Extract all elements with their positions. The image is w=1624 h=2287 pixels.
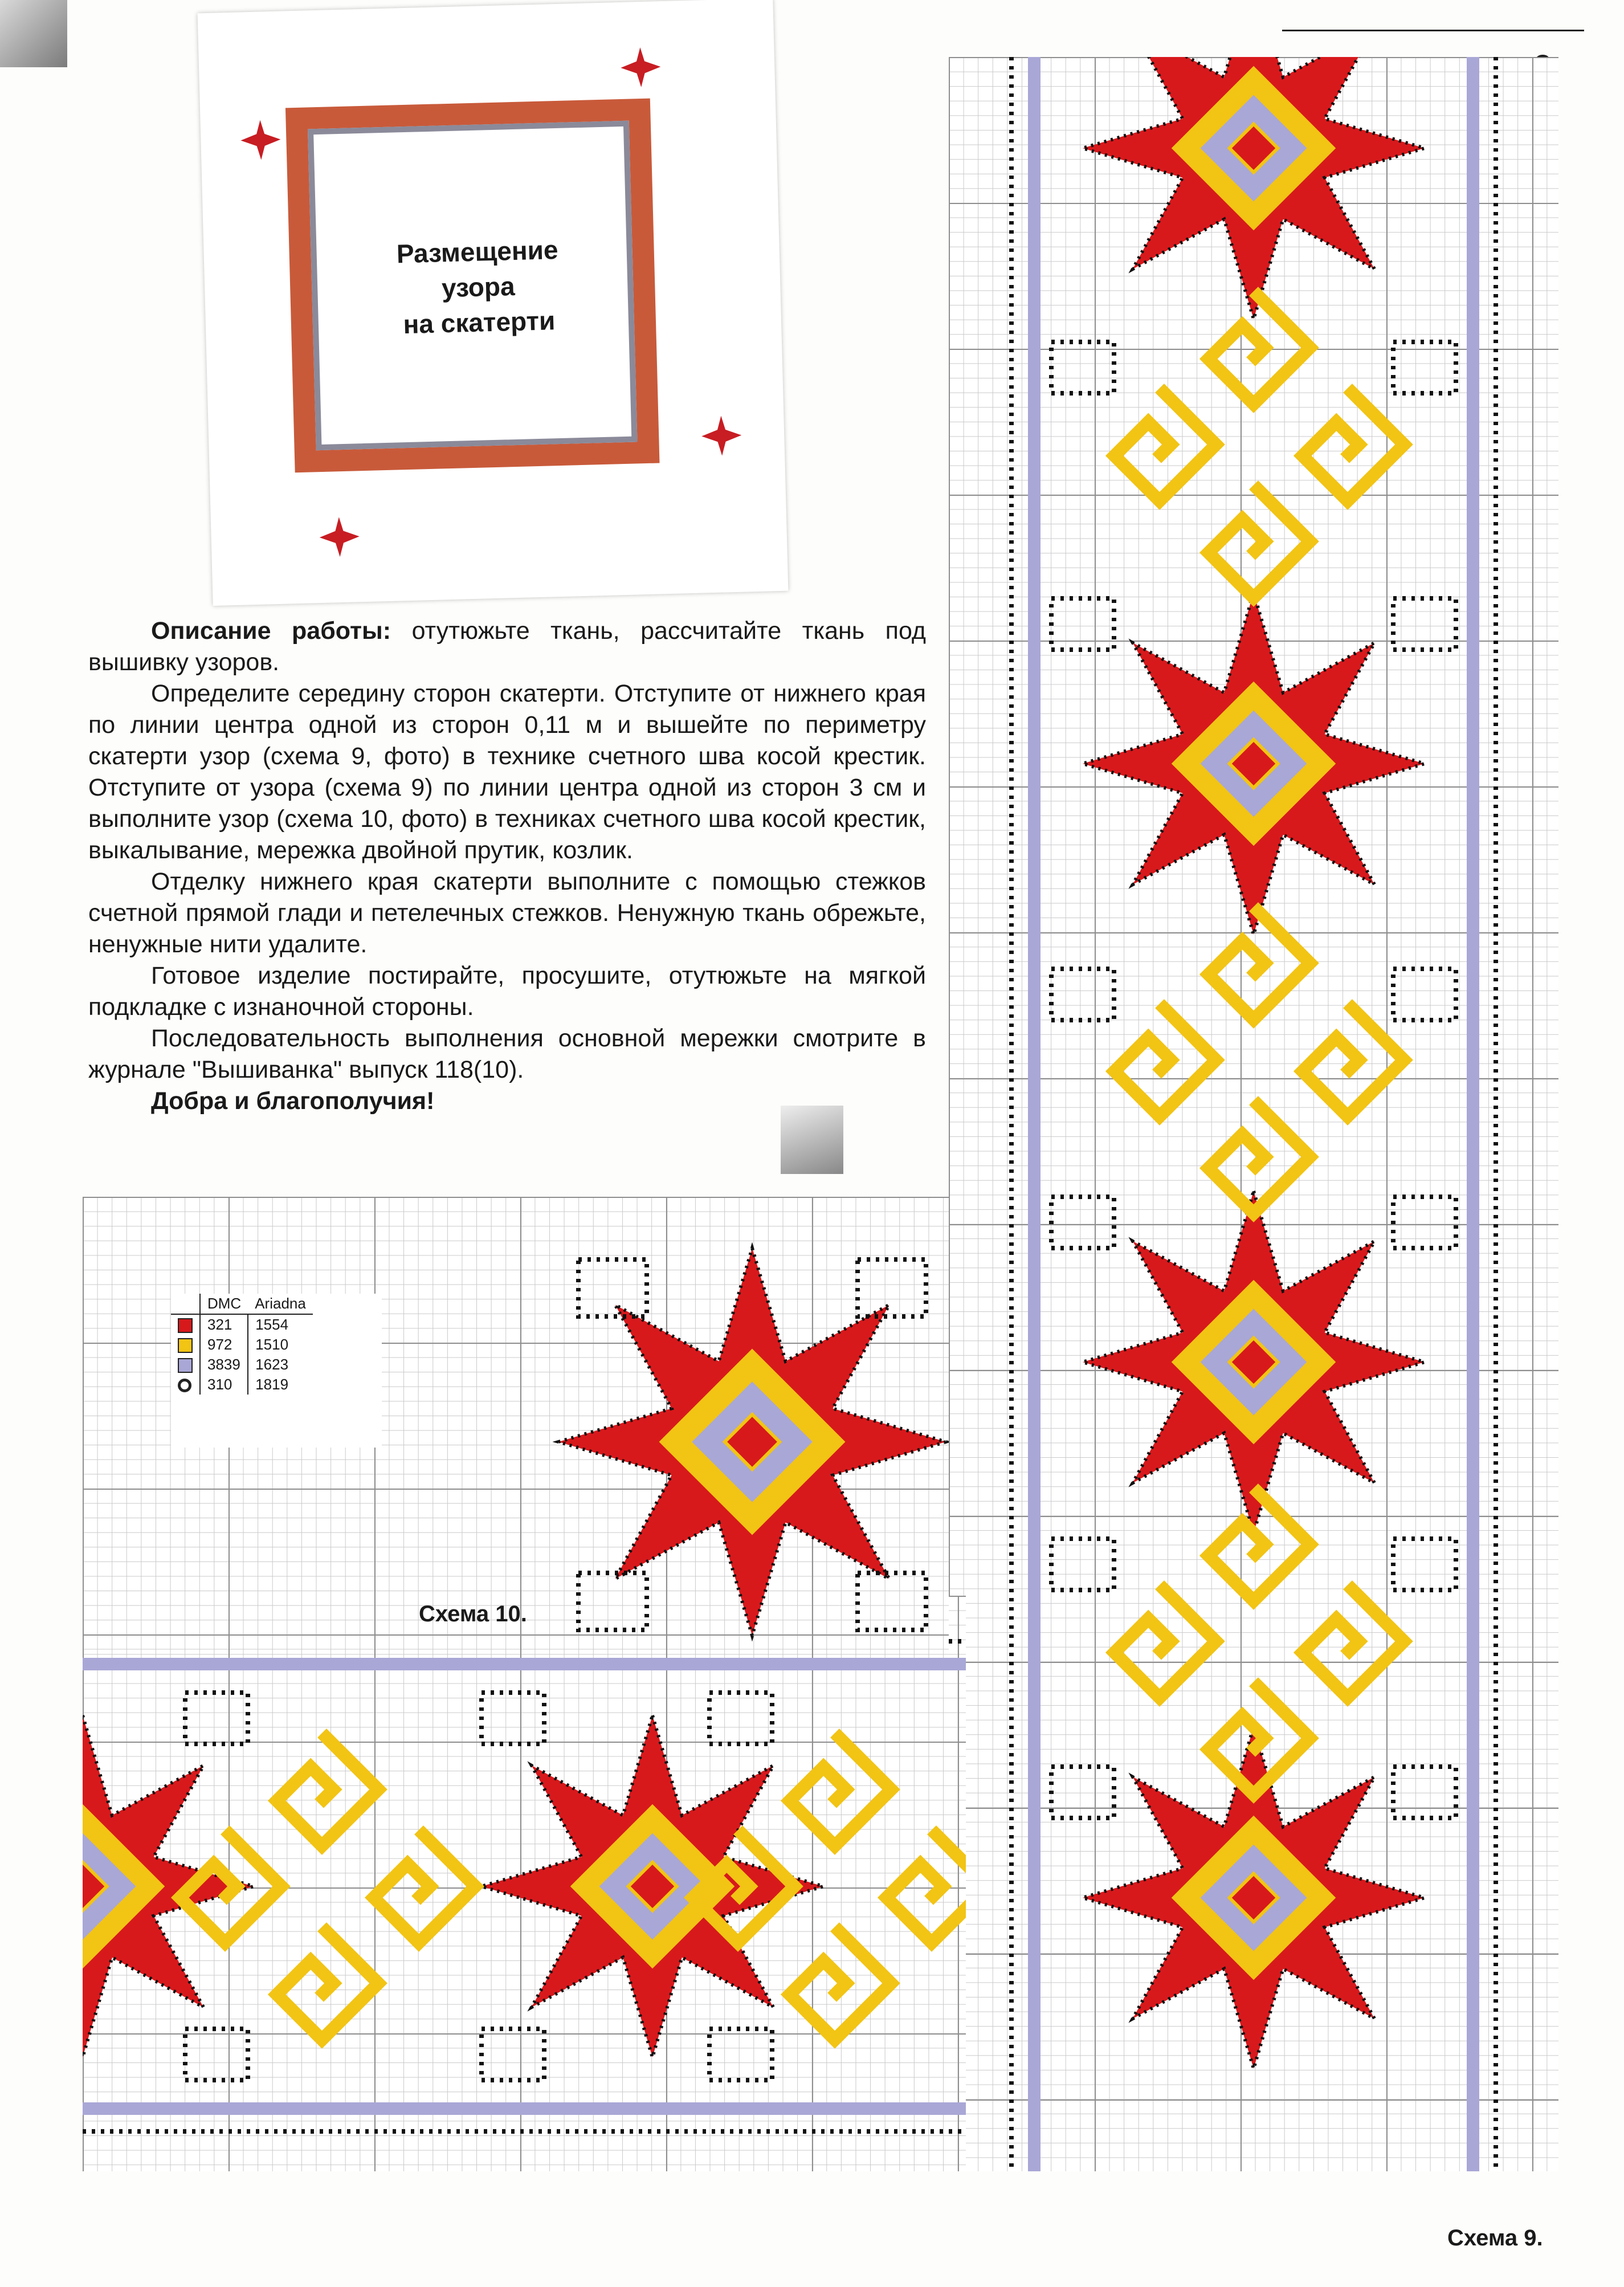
spiral-motif — [1103, 1585, 1216, 1698]
legend-dmc-value: 3839 — [200, 1355, 248, 1375]
legend-row — [171, 1314, 313, 1335]
header-rule — [1282, 30, 1584, 31]
legend-dmc-value: 310 — [200, 1375, 248, 1395]
description-paragraph: Последовательность выполнения основной мережки смотрите в журнале "Вышиванка" выпуск 118(10). — [88, 1025, 926, 1083]
dotted-fill-motif — [709, 1693, 772, 1744]
placement-diagram — [198, 0, 789, 606]
dotted-fill-motif — [1393, 1767, 1456, 1818]
corner-star-icon — [701, 415, 742, 456]
dotted-fill-motif — [1393, 1197, 1456, 1248]
description-paragraph: Определите середину сторон скатерти. Отступите от нижнего края по линии центра одной из сторон 0,11 м и вышейте по периметру скатерти узор (схема 9, фото) в технике счетного шва косой крестик. Отступите от узора (схема 9) по линии центра одной из сторон 3 см и выполните узор (схема 10, фото) в техниках счетного шва косой крестик, выкалывание, мережка двойной прутик, козлик. — [88, 680, 926, 864]
spiral-motif — [1291, 1004, 1404, 1116]
dotted-fill-motif — [1051, 1767, 1114, 1818]
dotted-fill-motif — [185, 2029, 248, 2080]
thread-color-legend — [171, 1294, 382, 1448]
description-heading: Описание работы: — [151, 617, 391, 645]
author-photo-thumbnail — [781, 1106, 843, 1174]
corner-star-icon — [620, 47, 661, 88]
spiral-motif — [1103, 1004, 1216, 1116]
legend-dmc-value: 972 — [200, 1335, 248, 1355]
scheme-9-grid-horizontal — [83, 1596, 966, 2171]
scheme-9-pattern-vertical — [949, 57, 1558, 2171]
spiral-motif — [778, 1927, 891, 2040]
spiral-motif — [266, 1927, 378, 2040]
dotted-fill-motif — [1051, 1197, 1114, 1248]
legend-ariadna-value: 1819 — [255, 1376, 289, 1393]
placement-title — [363, 231, 594, 343]
corner-star-icon — [319, 516, 360, 557]
legend-header-ariadna: Ariadna — [248, 1294, 313, 1314]
dotted-fill-motif — [1051, 969, 1114, 1020]
legend-ariadna-value: 1623 — [255, 1356, 289, 1373]
spiral-motif — [875, 1830, 966, 1943]
dotted-fill-motif — [1393, 598, 1456, 650]
spiral-motif — [1291, 1585, 1404, 1698]
legend-ariadna-value: 1510 — [255, 1336, 289, 1353]
spiral-motif — [362, 1830, 475, 1943]
legend-swatch-cell — [171, 1335, 200, 1355]
dotted-fill-motif — [185, 1693, 248, 1744]
legend-row — [171, 1335, 313, 1355]
dotted-fill-motif — [1051, 342, 1114, 393]
scheme-9-pattern-horizontal — [83, 1596, 966, 2171]
legend-swatch-cell — [171, 1355, 200, 1375]
dotted-fill-motif — [858, 1259, 926, 1316]
legend-header-swatch — [171, 1294, 200, 1314]
placement-title-line: Размещение — [396, 234, 559, 269]
closing-text: Добра и благополучия! — [151, 1087, 435, 1115]
legend-table — [171, 1294, 313, 1395]
description-text: отутюжьте ткань, рассчитайте ткань под вышивку узоров. — [88, 617, 927, 676]
legend-swatch-cell — [171, 1314, 200, 1335]
corner-star-icon — [240, 120, 281, 161]
black-ring-swatch-icon — [178, 1379, 191, 1392]
legend-row — [171, 1355, 313, 1375]
red-swatch-icon — [178, 1318, 193, 1333]
legend-header-dmc: DMC — [200, 1294, 248, 1314]
scheme-9-caption: Схема 9. — [1447, 2225, 1543, 2251]
description-paragraph: Отделку нижнего края скатерти выполните с помощью стежков счетной прямой глади и петелечных стежков. Ненужную ткань обрежьте, ненужные нити удалите. — [88, 868, 926, 958]
legend-swatch-cell — [171, 1375, 200, 1395]
dotted-fill-motif — [482, 2029, 544, 2080]
spiral-motif — [1291, 388, 1404, 501]
placement-title-line: на скатерти — [402, 305, 556, 340]
dotted-fill-motif — [1051, 1539, 1114, 1590]
dotted-fill-motif — [578, 1259, 647, 1316]
legend-dmc-value: 321 — [200, 1314, 248, 1335]
work-description — [88, 615, 926, 1117]
spiral-motif — [1103, 388, 1216, 501]
dotted-fill-motif — [578, 1573, 647, 1630]
lavender-swatch-icon — [178, 1358, 193, 1373]
description-paragraph — [88, 615, 926, 678]
spiral-motif — [778, 1733, 891, 1846]
dotted-fill-motif — [1393, 1539, 1456, 1590]
spiral-motif — [1197, 485, 1310, 598]
legend-row — [171, 1375, 313, 1395]
dotted-fill-motif — [858, 1573, 926, 1630]
yellow-swatch-icon — [178, 1338, 193, 1353]
legend-ariadna-value: 1554 — [255, 1316, 289, 1333]
dotted-fill-motif — [482, 1693, 544, 1744]
corner-photo-thumbnail — [0, 0, 67, 67]
placement-title-line: узора — [441, 271, 516, 303]
description-paragraph: Готовое изделие постирайте, просушите, отутюжьте на мягкой подкладке с изнаночной стороны. — [88, 962, 926, 1021]
scheme-9-chart-vertical — [949, 57, 1558, 2171]
spiral-motif — [266, 1733, 378, 1846]
dotted-fill-motif — [1051, 598, 1114, 650]
scheme-10-caption: Схема 10. — [419, 1601, 527, 1626]
dotted-fill-motif — [1393, 969, 1456, 1020]
dotted-fill-motif — [709, 2029, 772, 2080]
dotted-fill-motif — [1393, 342, 1456, 393]
